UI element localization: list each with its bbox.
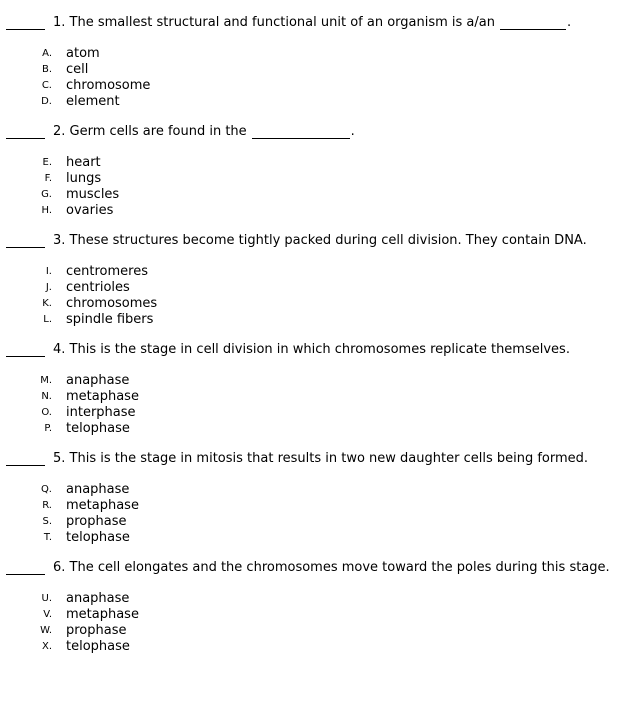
- question-text: 1. The smallest structural and functional unit of an organism is a/an: [53, 15, 495, 30]
- option-letter: L.: [43, 314, 52, 325]
- question-text: 6. The cell elongates and the chromosomes move toward the poles during this stage.: [53, 560, 610, 575]
- option-text: telophase: [66, 530, 130, 545]
- option-letter: C.: [41, 80, 52, 91]
- option-text: centromeres: [66, 264, 148, 279]
- answer-blank[interactable]: [6, 453, 45, 466]
- question-text: 3. These structures become tightly packed during cell division. They contain DNA.: [53, 233, 587, 248]
- option-letter: P.: [44, 423, 52, 434]
- fill-in-blank[interactable]: [252, 126, 350, 139]
- option-letter: N.: [41, 391, 52, 402]
- option-letter: R.: [42, 500, 52, 511]
- option-letter: K.: [42, 298, 52, 309]
- option-letter: X.: [41, 641, 52, 652]
- option-letter: B.: [41, 64, 52, 75]
- answer-blank[interactable]: [6, 235, 45, 248]
- answer-blank[interactable]: [6, 126, 45, 139]
- question-stem: [6, 339, 570, 357]
- option-text: chromosomes: [66, 296, 158, 311]
- question-text: 2. Germ cells are found in the: [53, 124, 247, 139]
- option-letter: M.: [40, 375, 52, 386]
- option-text: anaphase: [66, 373, 130, 388]
- option-text: element: [66, 94, 120, 109]
- option-text: anaphase: [66, 591, 130, 606]
- question-stem: [6, 557, 610, 575]
- answer-blank[interactable]: [6, 344, 45, 357]
- option-text: spindle fibers: [66, 312, 154, 327]
- question-text-end: .: [350, 124, 355, 139]
- option-letter: J.: [45, 282, 52, 293]
- question-stem: [6, 12, 571, 30]
- option-letter: T.: [43, 532, 52, 543]
- option-letter: F.: [44, 173, 52, 184]
- answer-blank[interactable]: [6, 562, 45, 575]
- question-stem: [6, 448, 588, 466]
- option-letter: V.: [43, 609, 52, 620]
- option-text: interphase: [66, 405, 136, 420]
- question-text: 5. This is the stage in mitosis that results in two new daughter cells being formed.: [53, 451, 589, 466]
- question-stem: [6, 230, 587, 248]
- option-letter: G.: [41, 189, 52, 200]
- option-text: prophase: [66, 623, 127, 638]
- option-text: chromosome: [66, 78, 151, 93]
- option-text: prophase: [66, 514, 127, 529]
- option-letter: H.: [41, 205, 52, 216]
- question-text-end: .: [566, 15, 572, 30]
- option-letter: W.: [40, 625, 52, 636]
- option-text: telophase: [66, 421, 130, 436]
- option-text: anaphase: [66, 482, 130, 497]
- option-text: muscles: [66, 187, 120, 202]
- option-letter: U.: [41, 593, 52, 604]
- option-text: lungs: [66, 171, 102, 186]
- option-letter: D.: [41, 96, 52, 107]
- option-letter: S.: [42, 516, 52, 527]
- question-stem: [6, 121, 355, 139]
- option-text: atom: [66, 46, 100, 61]
- option-letter: E.: [42, 157, 52, 168]
- option-text: centrioles: [66, 280, 130, 295]
- option-letter: A.: [42, 48, 52, 59]
- option-text: metaphase: [66, 389, 139, 404]
- question-text: 4. This is the stage in cell division in which chromosomes replicate themselves.: [53, 342, 570, 357]
- option-letter: Q.: [40, 484, 52, 495]
- option-letter: O.: [41, 407, 52, 418]
- option-text: telophase: [66, 639, 130, 654]
- option-text: heart: [66, 155, 101, 170]
- option-text: metaphase: [66, 498, 139, 513]
- option-letter: I.: [45, 266, 52, 277]
- option-text: cell: [66, 62, 89, 77]
- option-text: metaphase: [66, 607, 139, 622]
- option-text: ovaries: [66, 203, 114, 218]
- fill-in-blank[interactable]: [500, 17, 566, 30]
- answer-blank[interactable]: [6, 17, 45, 30]
